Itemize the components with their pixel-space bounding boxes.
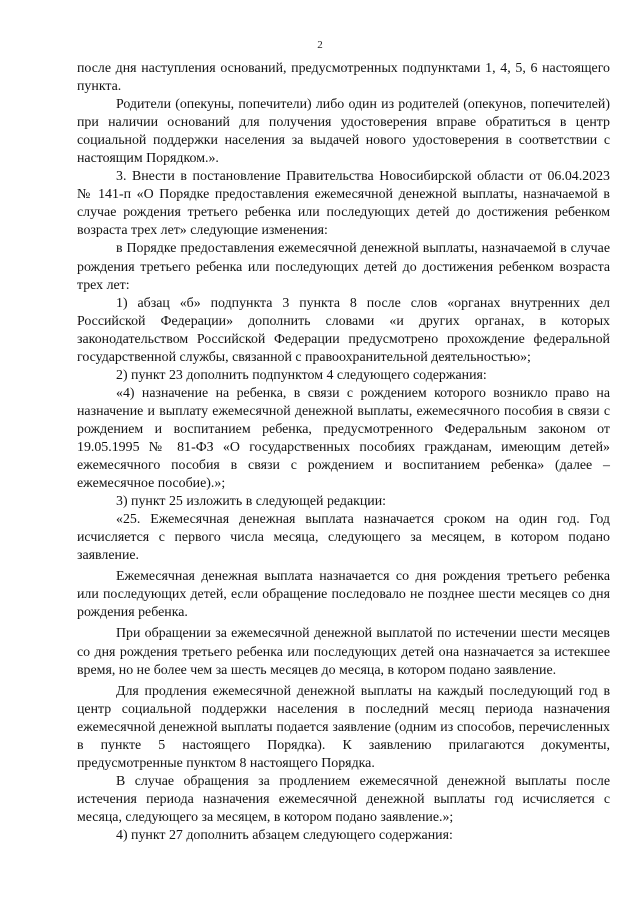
- paragraph-subitem-4: 4) пункт 27 дополнить абзацем следующего содержания:: [116, 827, 453, 843]
- page-number: 2: [317, 39, 323, 51]
- paragraph-clause-25-late: При обращении за ежемесячной денежной выплатой по истечении шести месяцев со дня рождения третьего ребенка или последующих детей она назначается за истекшее время, но не более чем за шесть месяцев до месяца, в котором подано заявление.: [77, 626, 610, 678]
- paragraph-subitem-2: 2) пункт 23 дополнить подпунктом 4 следующего содержания:: [116, 367, 487, 383]
- paragraph-parents-right: Родители (опекуны, попечители) либо один из родителей (опекунов, попечителей) при наличии оснований для получения удостоверения вправе обратиться в центр социальной поддержки населения за выдачей нового удостоверения в соответствии с настоящим Порядком.».: [77, 97, 610, 167]
- paragraph-clause-25-renewal: Для продления ежемесячной денежной выплаты на каждый последующий год в центр социальной поддержки населения в последний месяц периода назначения ежемесячной денежной выплаты подается заявление (одним из способов, перечисленных в пункте 5 настоящего Порядка). К заявлению прилагаются документы, предусмотренные пунктом 8 настоящего Порядка.: [77, 683, 610, 771]
- paragraph-continuation: после дня наступления оснований, предусмотренных подпунктами 1, 4, 5, 6 настоящего пункта.: [77, 61, 610, 95]
- paragraph-clause-25-after-period: В случае обращения за продлением ежемесячной денежной выплаты после истечения периода назначения ежемесячной денежной выплаты год исчисляется с месяца, следующего за месяцем, в котором подано заявление.»;: [77, 773, 610, 825]
- paragraph-item-3: 3. Внести в постановление Правительства Новосибирской области от 06.04.2023 № 141-п «О Порядке предоставления ежемесячной денежной выплаты, назначаемой в случае рождения третьего ребенка или последующих детей до достижения ребенком возраста трех лет» следующие изменения:: [77, 169, 610, 239]
- paragraph-subitem-1: 1) абзац «б» подпункта 3 пункта 8 после слов «органах внутренних дел Российской Федерации» дополнить словами «и других органах, в которых законодательством Российской Федерации предусмотрено прохождение федеральной государственной службы, связанной с правоохранительной деятельностью»;: [77, 295, 610, 365]
- paragraph-clause-25: «25. Ежемесячная денежная выплата назначается сроком на один год. Год исчисляется с первого числа месяца, следующего за месяцем, в котором подано заявление.: [77, 512, 610, 564]
- paragraph-clause-25-birth: Ежемесячная денежная выплата назначается со дня рождения третьего ребенка или последующих детей, если обращение последовало не позднее шести месяцев со дня рождения ребенка.: [77, 569, 610, 621]
- document-body: [77, 60, 610, 845]
- paragraph-procedure-intro: в Порядке предоставления ежемесячной денежной выплаты, назначаемой в случае рождения третьего ребенка или последующих детей до достижения ребенком возраста трех лет:: [77, 241, 610, 293]
- paragraph-subitem-2-text: «4) назначение на ребенка, в связи с рождением которого возникло право на назначение и выплату ежемесячной денежной выплаты, ежемесячного пособия в связи с рождением и воспитанием ребенка, предусмотренного Федеральным законом от 19.05.1995 № 81-ФЗ «О государственных пособиях гражданам, имеющим детей» ежемесячного пособия в связи с рождением и воспитанием ребенка» (далее – ежемесячное пособие).»;: [77, 385, 610, 492]
- paragraph-subitem-3: 3) пункт 25 изложить в следующей редакции:: [116, 494, 387, 510]
